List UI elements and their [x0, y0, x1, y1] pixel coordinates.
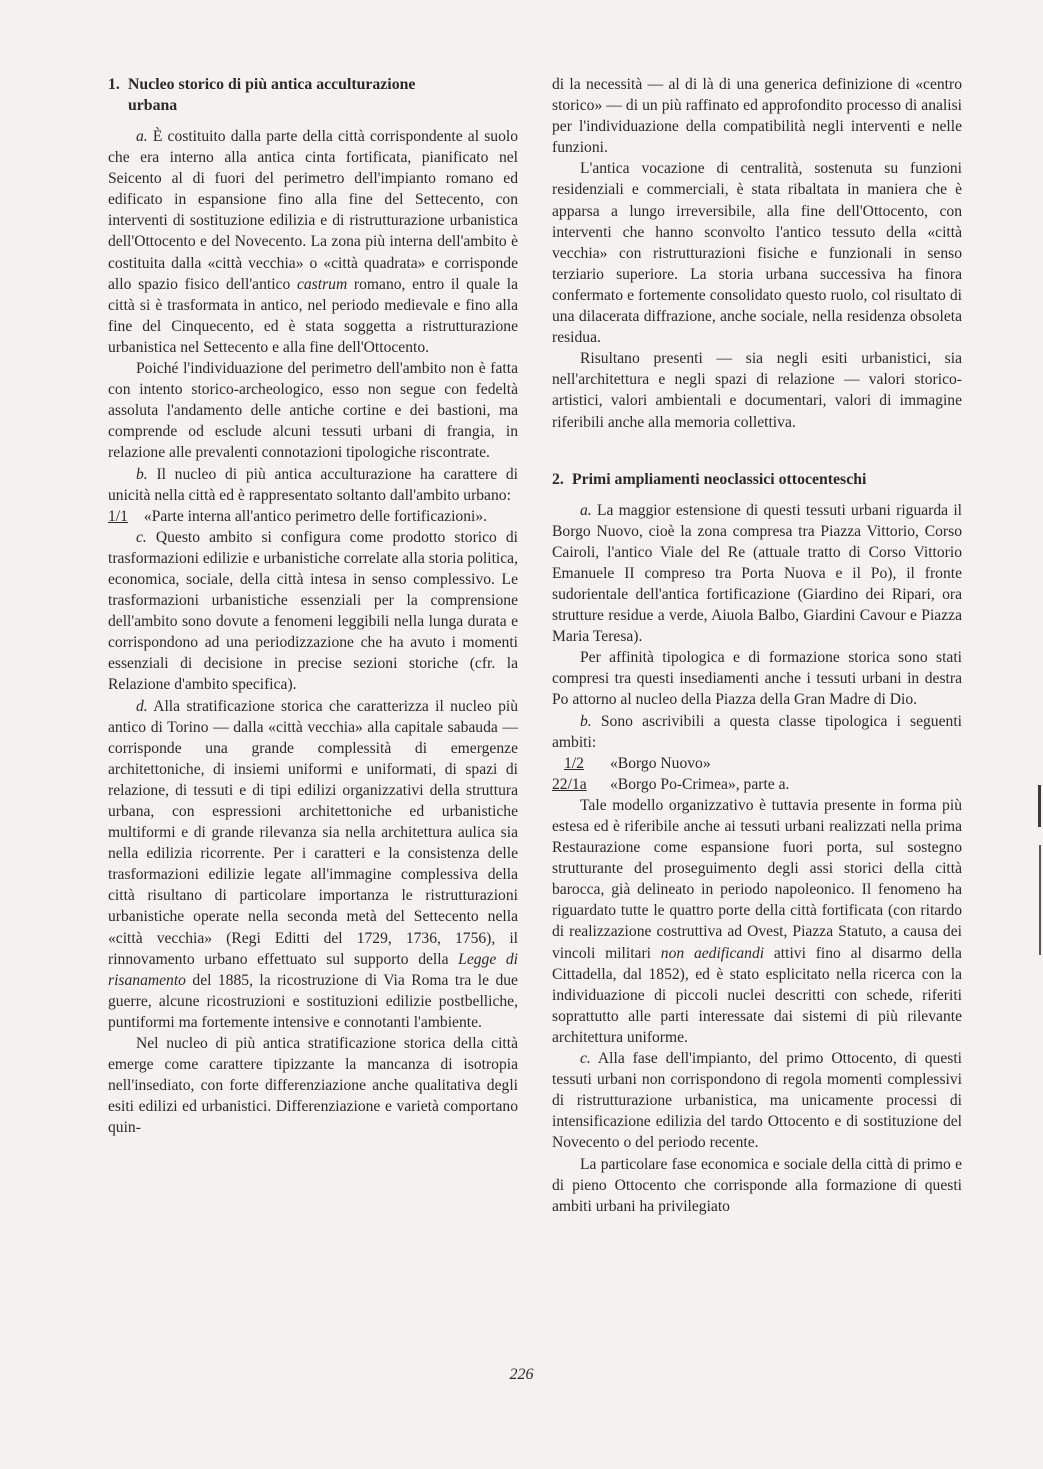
paragraph-a-text: È costituito dalla parte della città corrispondente al suolo che era interno alla antica cinta fortificata, pianificato nel Seicento al di fuori del perimetro dell'impianto romano ed edificato in espansione fino alla fine del Settecento, con interventi di sostituzione edilizia e di ristrutturazione urbanistica dell'Ottocento e del Novecento. La zona più interna dell'ambito è costituita dalla «città vecchia» o «città quadrata» e corrisponde allo spazio fisico dell'antico [108, 128, 518, 293]
legge-risanamento-term: Legge di risanamento [108, 950, 518, 989]
paragraph-antica-vocazione: L'antica vocazione di centralità, sostenuta su funzioni residenziali e commerciali, è stata ribaltata in maniera che è apparsa a lungo irreversibile, alla fine dell'Ottocento, con interventi che hanno sconvolto l'antico tessuto della «città vecchia» con ristrutturazioni fisiche e funzionali in senso terziario superiore. La storia urbana successiva ha finora confermato e fortemente consolidato questo ruolo, col risultato di una dilacerata diffrazione, anche sociale, nella residenza obsoleta residua. [552, 160, 962, 347]
section-2-heading [552, 469, 962, 490]
page-number: 226 [509, 1366, 534, 1383]
section-1-paragraph-d [108, 696, 518, 1034]
right-column [552, 74, 962, 1217]
section-2-number: 2. [552, 470, 564, 488]
left-column [108, 74, 518, 1139]
section-2-paragraph-tale [552, 795, 962, 1048]
section-1-number: 1. [108, 76, 120, 93]
letter-c: c. [136, 528, 147, 546]
continuation-paragraph: di la necessità — al di là di una generica definizione di «centro storico» — di un più raffinato ed approfondito processo di analisi per l'individuazione della compatibilità negli interventi e nelle funzioni. [552, 76, 962, 157]
paragraph-d-end: del 1885, la ricostruzione di Via Roma tra le due guerre, alcune ricostruzioni e sostituzioni edilizie postbelliche, puntiformi ma fortemente intensive e connotanti l'ambiente. [108, 971, 518, 1031]
ambito-item-1-2 [552, 753, 962, 774]
section-1-paragraph-nel: Nel nucleo di più antica stratificazione storica della città emerge come carattere tipizzante la mancanza di isotropia nell'insediato, con forte differenziazione anche qualitativa degli esiti edilizi ed urbanistici. Differenziazione e varietà comportano quin- [108, 1035, 518, 1137]
letter-b: b. [136, 465, 148, 483]
paragraph-c-text: Questo ambito si configura come prodotto storico di trasformazioni edilizie e urbanistiche correlate alla storia politica, economica, sociale, della città intesa in senso complessivo. Le trasformazioni urbanistiche essenziali per la comprensione dell'ambito sono dovute a fenomeni leggibili nella lunga durata e corrispondono ad una periodizzazione che ha avuto i momenti essenziali di decisione in precise sezioni storiche (cfr. la Relazione d'ambito specifica). [108, 528, 518, 694]
section-1-heading [108, 74, 518, 116]
ambito-code: 22/1a [552, 775, 587, 793]
section-2-paragraph-b [552, 711, 962, 753]
ambito-code: 1/2 [564, 754, 584, 772]
ambito-code: 1/1 [108, 507, 128, 525]
ambito-text: «Borgo Po-Crimea», parte a. [610, 775, 790, 793]
paragraph-b-text: Sono ascrivibili a questa classe tipologica i seguenti ambiti: [552, 712, 962, 751]
section-2-paragraph-affinita: Per affinità tipologica e di formazione storica sono stati compresi tra questi insediamenti anche i tessuti urbani in destra Po attorno al nucleo della Piazza della Gran Madre di Dio. [552, 649, 962, 709]
ambito-item-1-1 [108, 506, 518, 527]
section-2-paragraph-a [552, 500, 962, 648]
letter-b: b. [580, 712, 592, 730]
letter-c: c. [580, 1050, 591, 1068]
paragraph-a-text: La maggior estensione di questi tessuti urbani riguarda il Borgo Nuovo, cioè la zona compresa tra Piazza Vittorio, Corso Cairoli, l'antico Viale del Re (attuale tratto di Corso Vittorio Emanuele II compreso tra Porta Nuova e il Po), il fronte sudorientale dell'antica fortificazione (Giardino dei Ripari, ora strutture residue a verde, Aiuola Balbo, Giardini Cavour e Piazza Maria Teresa). [552, 501, 962, 646]
scan-edge-mark [1038, 785, 1041, 827]
ambito-item-22-1a [552, 774, 962, 795]
section-1-paragraph-c [108, 527, 518, 696]
section-1-title-line1: Nucleo storico di più antica acculturazione [128, 76, 416, 93]
letter-a: a. [580, 501, 592, 519]
section-2-title: Primi ampliamenti neoclassici ottocenteschi [572, 470, 867, 488]
castrum-term: castrum [296, 275, 348, 293]
paragraph-d-text: Alla stratificazione storica che caratterizza il nucleo più antico di Torino — dalla «città vecchia» alla capitale sabauda — corrisponde una grande complessità di emergenze architettoniche, di insiemi uniformi e uniformati, di spazi di relazione, di tessuti e di tipi edilizi organizzativi della struttura urbana, con espressioni architettoniche ed urbanistiche multiformi e di grande rilevanza sia nella architettura aulica sia nella edilizia ricorrente. Per i caratteri e la consistenza delle trasformazioni edilizie legate all'immagine complessiva della città risultano di particolare importanza le ristrutturazioni urbanistiche operate nella seconda metà del Settecento nella «città vecchia» (Regi Editti del 1729, 1736, 1756), il rinnovamento urbano effettuato sul supporto della [108, 697, 518, 968]
paragraph-a-end: romano, entro il quale la città si è trasformata in antico, nel periodo medievale e fino alla fine del Cinquecento, ed è stata soggetta a ristrutturazione urbanistica nel Settecento e alla fine dell'Ottocento. [108, 275, 518, 356]
section-2-paragraph-c [552, 1048, 962, 1153]
section-1-title-line2: urbana [128, 97, 178, 114]
scan-edge-mark [1039, 845, 1041, 955]
paragraph-tale-text: Tale modello organizzativo è tuttavia presente in forma più estesa ed è riferibile anche ai tessuti urbani realizzati nella prima Restaurazione come espansione fuori porta, sul sostegno strutturante del proseguimento degli assi storici della città barocca, già delineato in periodo napoleonico. Il fenomeno ha riguardato tutte le quattro porte della città fortificata (con ritardo di realizzazione costruttiva ad Ovest, Piazza Statuto, a causa dei vincoli militari [552, 796, 962, 962]
ambito-text: «Borgo Nuovo» [610, 754, 711, 772]
section-2-paragraph-fase: La particolare fase economica e sociale della città di primo e di pieno Ottocento che corrisponde alla formazione di questi ambiti urbani ha privilegiato [552, 1155, 962, 1215]
section-1-paragraph-b [108, 464, 518, 506]
ambito-text: «Parte interna all'antico perimetro delle fortificazioni». [143, 507, 488, 525]
paragraph-risultano: Risultano presenti — sia negli esiti urbanistici, sia nell'architettura e negli spazi di relazione — valori storico-artistici, valori ambientali e documentari, valori di immagine riferibili anche alla memoria collettiva. [552, 350, 962, 431]
letter-d: d. [136, 697, 148, 715]
non-aedificandi-term: non aedificandi [660, 944, 765, 962]
paragraph-b-text: Il nucleo di più antica acculturazione ha carattere di unicità nella città ed è rappresentato soltanto dall'ambito urbano: [108, 465, 518, 504]
section-1-paragraph-poiche: Poiché l'individuazione del perimetro dell'ambito non è fatta con intento storico-archeologico, esso non segue con fedeltà assoluta l'andamento delle antiche cortine e dei bastioni, ma comprende od esclude alcuni tessuti urbani di frangia, in relazione alle prevalenti connotazioni tipologiche riscontrate. [108, 360, 518, 462]
paragraph-tale-end: attivi fino al disarmo della Cittadella, dal 1852), ed è stato esplicitato nella ricerca con la individuazione di piccoli nuclei descritti con schede, riferiti soprattutto alle parti interessate dai sistemi di più rilevante architettura uniforme. [552, 944, 962, 1046]
section-1-paragraph-a [108, 126, 518, 358]
paragraph-c-text: Alla fase dell'impianto, del primo Ottocento, di questi tessuti urbani non corrispondono di regola momenti complessivi di ristrutturazione urbanistica, ma unicamente processi di intensificazione edilizia del tardo Ottocento e di sostituzione del Novecento o del periodo recente. [552, 1050, 962, 1152]
letter-a: a. [136, 128, 148, 145]
